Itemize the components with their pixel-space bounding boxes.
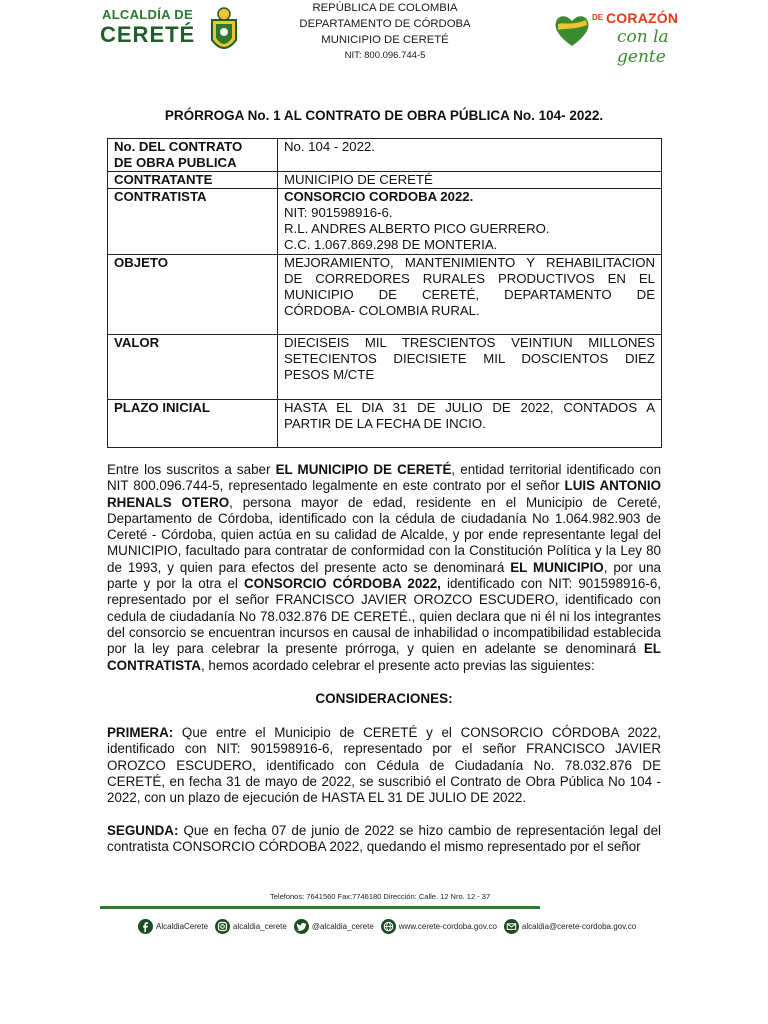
intro-paragraph — [107, 462, 661, 674]
table-value — [278, 400, 662, 448]
facebook-link[interactable] — [138, 919, 208, 934]
facebook-handle: AlcaldiaCerete — [156, 921, 209, 931]
table-label: CONTRATISTA — [108, 189, 278, 255]
considerations-heading: CONSIDERACIONES: — [315, 691, 453, 706]
logo-left-line1: ALCALDÍA DE — [102, 7, 193, 22]
intro-bold: EL MUNICIPIO DE CERETÉ — [275, 462, 452, 477]
intro-text: identificado con NIT: 901598916-6, representado por el señor FRANCISCO JAVIER OROZCO ESCUDERO, identificado con cedula de ciudadanía No 78.032.876 DE CERETÉ., quien declara que ni él ni los integrantes del consorcio se encuentran incursos en causal de inhabilidad o incompatibilidad establecida por la ley para celebrar la presente prórroga, y quien en adelante se denominará — [107, 576, 661, 657]
table-value — [278, 335, 662, 400]
twitter-icon — [294, 919, 309, 934]
intro-text: , hemos acordado celebrar el presente acto previas las siguientes: — [200, 657, 595, 673]
social-links — [138, 916, 643, 936]
contractor-rep: R.L. ANDRES ALBERTO PICO GUERRERO. — [284, 221, 550, 236]
document-title: PRÓRROGA No. 1 AL CONTRATO DE OBRA PÚBLICA No. 104- 2022. — [164, 108, 604, 123]
clause-label: PRIMERA: — [107, 725, 174, 740]
coat-of-arms-icon — [208, 6, 240, 58]
clause-text: Que en fecha 07 de junio de 2022 se hizo cambio de representación legal del contratista CONSORCIO CÓRDOBA 2022, quedando el mismo representado por el señor — [107, 823, 661, 855]
logo-right-de: DE — [592, 13, 604, 22]
logo-right-corazon: CORAZÓN — [606, 10, 679, 26]
intro-text: Entre los suscritos a saber — [107, 462, 276, 477]
table-row — [108, 400, 662, 448]
nit-line: NIT: 800.096.744-5 — [344, 50, 426, 61]
letterhead-footer — [100, 862, 665, 962]
footer-divider — [100, 906, 540, 909]
twitter-link[interactable] — [294, 919, 374, 934]
clause-segunda — [107, 823, 661, 856]
intro-bold: LUIS ANTONIO RHENALS OTERO — [107, 478, 662, 510]
logo-right-gente: con la gente — [617, 27, 669, 67]
email-address: alcaldia@cerete-cordoba.gov.co — [521, 921, 637, 931]
table-label: PLAZO INICIAL — [108, 400, 278, 448]
letterhead-center — [270, 0, 500, 64]
table-value: MUNICIPIO DE CERETÉ — [278, 172, 662, 189]
intro-text: , persona mayor de edad, residente en el Municipio de Cereté, Departamento de Córdoba, identificado con la cédula de ciudadanía No 1.064.982.903 de Cereté - Córdoba, quien actúa en su calidad de Alcalde, y por ende representante legal del MUNICIPIO, facultado para contratar de conformidad con la Constitución Política y la Ley 80 de 1993, y quien para efectos del presente acto se denominará — [107, 494, 661, 575]
value-line: HASTA EL DIA 31 DE JULIO DE 2022, CONTADOS A — [284, 400, 655, 415]
table-label: CONTRATANTE — [108, 172, 278, 189]
table-row — [108, 335, 662, 400]
de-corazon-logo — [552, 10, 702, 67]
website-link[interactable] — [381, 919, 497, 934]
table-label — [108, 139, 278, 172]
contract-summary-table — [107, 138, 662, 448]
contractor-nit: NIT: 901598916-6. — [284, 205, 393, 220]
label-line: No. DEL CONTRATO — [114, 139, 243, 154]
clause-primera — [107, 725, 661, 806]
intro-text: , entidad territorial identificado con NIT 800.096.744-5, representado legalmente en este contrato por el señor — [107, 462, 662, 494]
value-line: PESOS M/CTE — [284, 367, 375, 382]
facebook-icon — [138, 919, 153, 934]
globe-icon — [381, 919, 396, 934]
instagram-link[interactable] — [215, 919, 287, 934]
website-url: www.cerete-cordoba.gov.co — [398, 921, 497, 931]
department-line: DEPARTAMENTO DE CÓRDOBA — [299, 18, 471, 30]
country-line: REPÚBLICA DE COLOMBIA — [312, 2, 458, 14]
table-value — [278, 189, 662, 255]
logo-left-line2: CERETÉ — [100, 22, 196, 47]
heart-icon — [552, 10, 592, 50]
instagram-handle: alcaldia_cerete — [233, 921, 287, 931]
contractor-cc: C.C. 1.067.869.298 DE MONTERIA. — [284, 237, 498, 252]
intro-bold: EL CONTRATISTA — [107, 641, 661, 673]
municipality-line: MUNICIPIO DE CERETÉ — [321, 34, 449, 46]
intro-bold: CONSORCIO CÓRDOBA 2022, — [243, 576, 441, 592]
value-line: CÓRDOBA- COLOMBIA RURAL. — [284, 303, 480, 318]
table-value — [278, 255, 662, 335]
twitter-handle: @alcaldia_cerete — [311, 921, 374, 931]
intro-text: , por una parte y por la otra el — [107, 559, 661, 592]
contractor-name: CONSORCIO CORDOBA 2022. — [284, 189, 474, 204]
envelope-icon — [504, 919, 519, 934]
value-line: DE CORREDORES RURALES PRODUCTIVOS EN EL — [284, 271, 655, 286]
alcaldia-logo — [100, 4, 242, 58]
value-line: MEJORAMIENTO, MANTENIMIENTO Y REHABILITACION — [284, 255, 655, 270]
label-line: DE OBRA PUBLICA — [114, 155, 237, 170]
letterhead — [0, 0, 768, 65]
table-row — [108, 172, 662, 189]
value-line: PARTIR DE LA FECHA DE INCIO. — [284, 416, 486, 431]
contact-address: Telefonos: 7641560 Fax:7746180 Dirección: Calle. 12 Nro. 12 - 37 — [270, 892, 491, 901]
table-row — [108, 255, 662, 335]
clause-text: Que entre el Municipio de CERETÉ y el CONSORCIO CÓRDOBA 2022, identificado con NIT: 901598916-6, representado por el señor FRANCISCO JAVIER OROZCO ESCUDERO, identificado con Cédula de Ciudadanía No. 78.032.876 DE CERETÉ, en fecha 31 de mayo de 2022, se suscribió el Contrato de Obra Pública No 104 - 2022, con un plazo de ejecución de HASTA EL 31 DE JULIO DE 2022. — [107, 725, 661, 806]
table-row — [108, 139, 662, 172]
intro-bold: EL MUNICIPIO — [510, 559, 604, 575]
table-label: OBJETO — [108, 255, 278, 335]
value-line: MUNICIPIO DE CERETÉ, DEPARTAMENTO DE — [284, 287, 655, 302]
email-link[interactable] — [504, 919, 636, 934]
clause-label: SEGUNDA: — [107, 823, 179, 838]
table-label: VALOR — [108, 335, 278, 400]
table-value: No. 104 - 2022. — [278, 139, 662, 172]
value-line: DIECISEIS MIL TRESCIENTOS VEINTIUN MILLONES — [284, 335, 655, 350]
table-row — [108, 189, 662, 255]
instagram-icon — [215, 919, 230, 934]
value-line: SETECIENTOS DIECISIETE MIL DOSCIENTOS DIEZ — [284, 351, 655, 366]
